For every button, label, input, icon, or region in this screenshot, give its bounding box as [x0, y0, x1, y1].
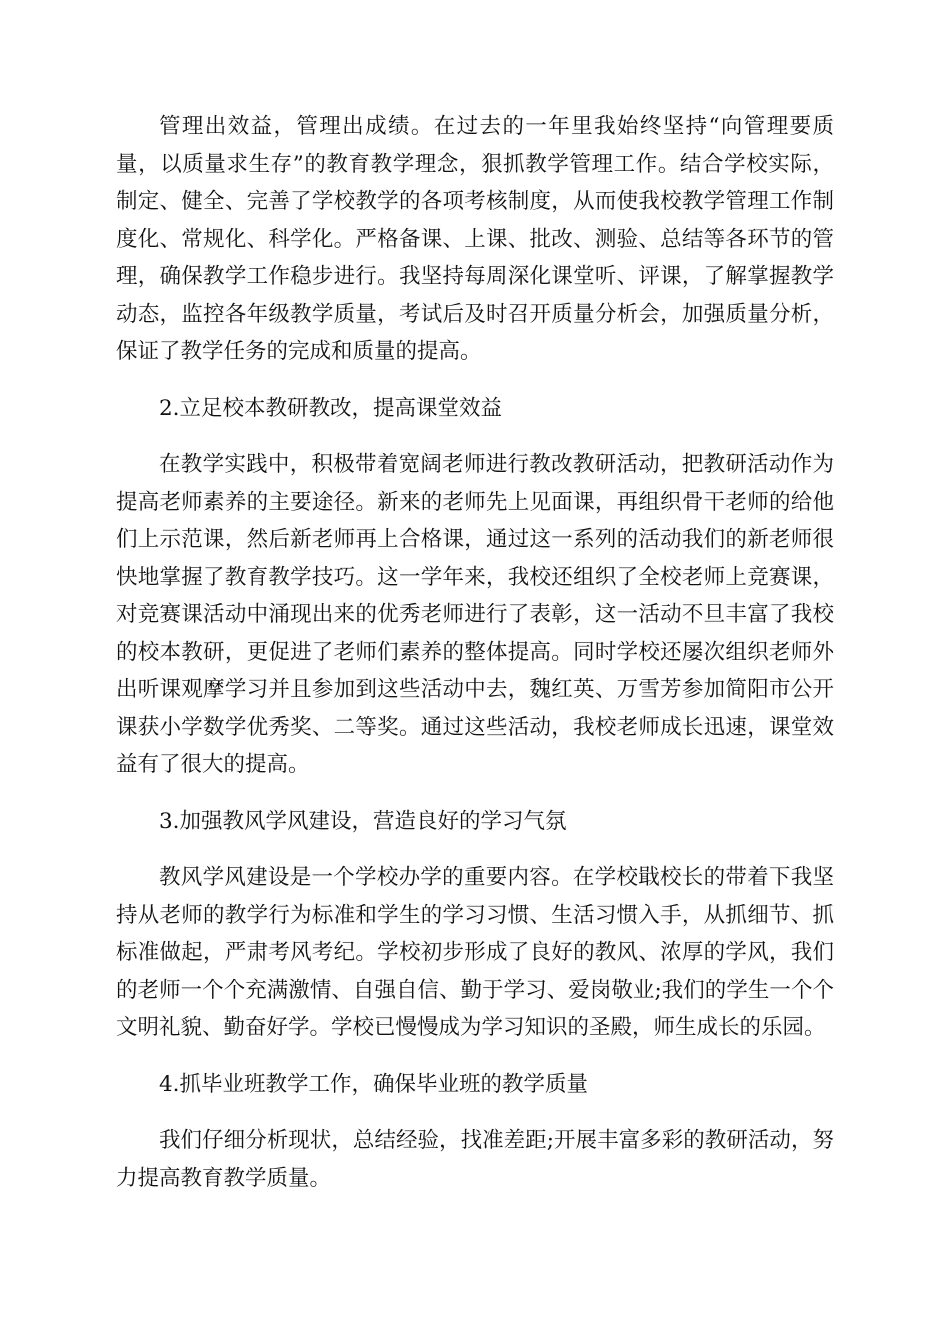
document-body	[116, 108, 834, 1216]
paragraph-teaching-research: 在教学实践中，积极带着宽阔老师进行教改教研活动，把教研活动作为提高老师素养的主要途径。新来的老师先上见面课，再组织骨干老师的给他们上示范课，然后新老师再上合格课，通过这一系列的活动我们的新老师很快地掌握了教育教学技巧。这一学年来，我校还组织了全校老师上竞赛课，对竞赛课活动中涌现出来的优秀老师进行了表彰，这一活动不旦丰富了我校的校本教研，更促进了老师们素养的整体提高。同时学校还屡次组织老师外出听课观摩学习并且参加到这些活动中去，魏红英、万雪芳参加简阳市公开课获小学数学优秀奖、二等奖。通过这些活动，我校老师成长迅速，课堂效益有了很大的提高。	[116, 452, 834, 777]
section-heading-2: 2.立足校本教研教改，提高课堂效益	[159, 395, 503, 421]
paragraph-graduating-class: 我们仔细分析现状，总结经验，找准差距;开展丰富多彩的教研活动，努力提高教育教学质量。	[116, 1128, 834, 1191]
paragraph-teaching-style: 教风学风建设是一个学校办学的重要内容。在学校戢校长的带着下我坚持从老师的教学行为标准和学生的学习习惯、生活习惯入手，从抓细节、抓标准做起，严肃考风考纪。学校初步形成了良好的教风、浓厚的学风，我们的老师一个个充满激情、自强自信、勤于学习、爱岗敬业;我们的学生一个个文明礼貌、勤奋好学。学校已慢慢成为学习知识的圣殿，师生成长的乐园。	[116, 865, 834, 1040]
paragraph-management: 管理出效益，管理出成绩。在过去的一年里我始终坚持“向管理要质量，以质量求生存”的教育教学理念，狠抓教学管理工作。结合学校实际，制定、健全、完善了学校教学的各项考核制度，从而使我校教学管理工作制度化、常规化、科学化。严格备课、上课、批改、测验、总结等各环节的管理，确保教学工作稳步进行。我坚持每周深化课堂听、评课，了解掌握教学动态，监控各年级教学质量，考试后及时召开质量分析会，加强质量分析，保证了教学任务的完成和质量的提高。	[116, 114, 834, 364]
section-heading-4: 4.抓毕业班教学工作，确保毕业班的教学质量	[159, 1071, 589, 1097]
section-heading-3: 3.加强教风学风建设，营造良好的学习气氛	[159, 808, 567, 834]
